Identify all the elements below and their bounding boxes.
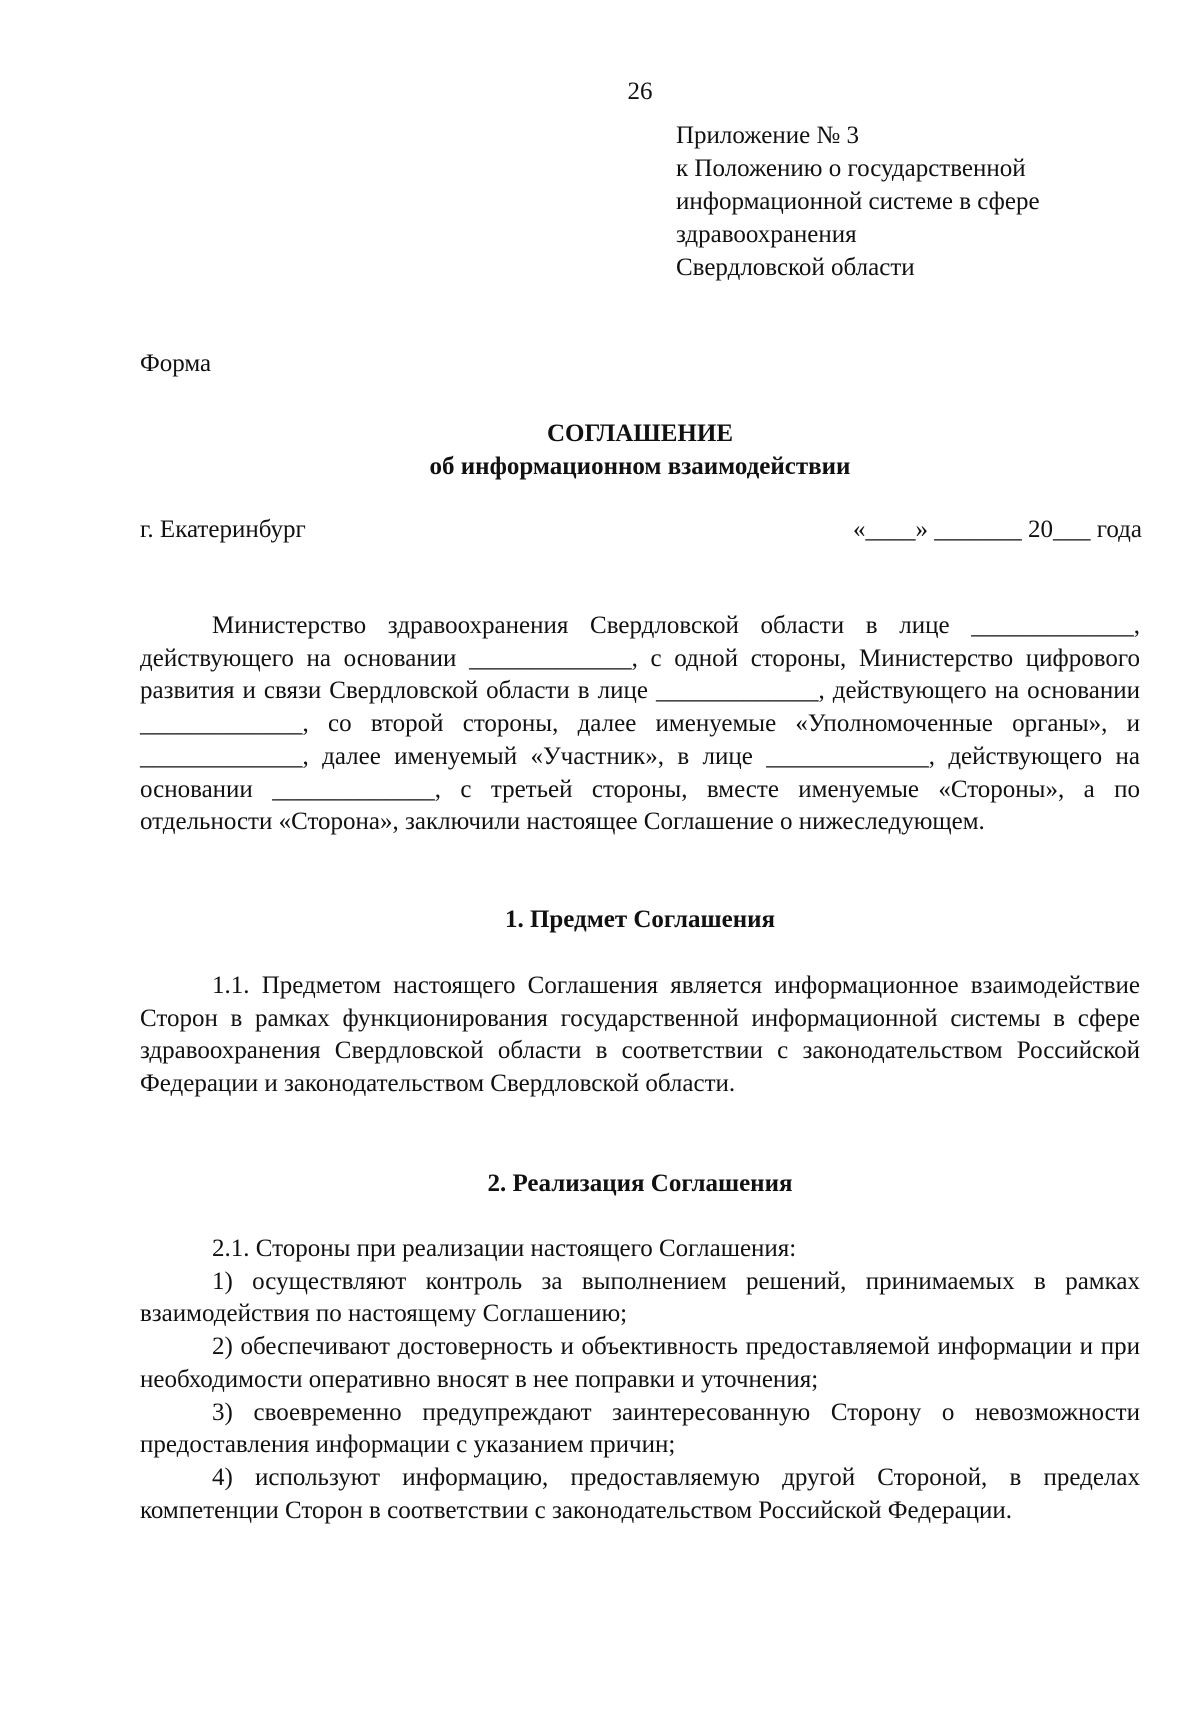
appendix-block [676,119,1040,284]
document-title [0,417,1200,483]
appendix-line: к Положению о государственной [676,155,1026,182]
list-item: 4) используют информацию, предоставляемую другой Стороной, в пределах компетенции Сторон в соответствии с законодательством Российской Федерации. [140,1463,1140,1524]
title-main: СОГЛАШЕНИЕ [546,420,733,447]
list-item: 1) осуществляют контроль за выполнением решений, принимаемых в рамках взаимодействия по настоящему Соглашению; [140,1267,1140,1328]
appendix-line: здравоохранения [676,221,857,248]
list-item: 3) своевременно предупреждают заинтересованную Сторону о невозможности предоставления информации с указанием причин; [140,1398,1140,1459]
section-2-body [140,1233,1140,1527]
preamble [140,610,1140,839]
page-number: 26 [627,78,653,105]
appendix-line: Приложение № 3 [676,122,860,149]
section-1-heading: 1. Предмет Соглашения [504,906,776,933]
appendix-line: информационной системе в сфере [676,188,1040,215]
preamble-paragraph: Министерство здравоохранения Свердловской области в лице _____________, действующего на основании _____________, с одной стороны, Министерство цифрового развития и связи Свердловской области в лице _____________, действующего на основании _____________, со второй стороны, далее именуемые «Уполномоченные органы», и _____________, далее именуемый «Участник», в лице _____________, действующего на основании _____________, с третьей стороны, вместе именуемые «Стороны», а по отдельности «Сторона», заключили настоящее Соглашение о нижеследующем. [140,612,1140,836]
section-2-heading: 2. Реализация Соглашения [487,1170,793,1197]
form-label: Форма [140,350,212,377]
section-1-body [140,970,1140,1101]
place-of-signing: г. Екатеринбург [140,516,306,543]
paragraph: 1.1. Предметом настоящего Соглашения является информационное взаимодействие Сторон в рамках функционирования государственной информационной системы в сфере здравоохранения Свердловской области в соответствии с законодательством Российской Федерации и законодательством Свердловской области. [140,972,1140,1098]
appendix-line: Свердловской области [676,254,915,281]
title-sub: об информационном взаимодействии [429,453,851,480]
date-field: «____» _______ 20___ года [853,516,1142,543]
list-item: 2) обеспечивают достоверность и объективность предоставляемой информации и при необходимости оперативно вносят в нее поправки и уточнения; [140,1333,1140,1393]
paragraph: 2.1. Стороны при реализации настоящего Соглашения: [212,1235,797,1262]
